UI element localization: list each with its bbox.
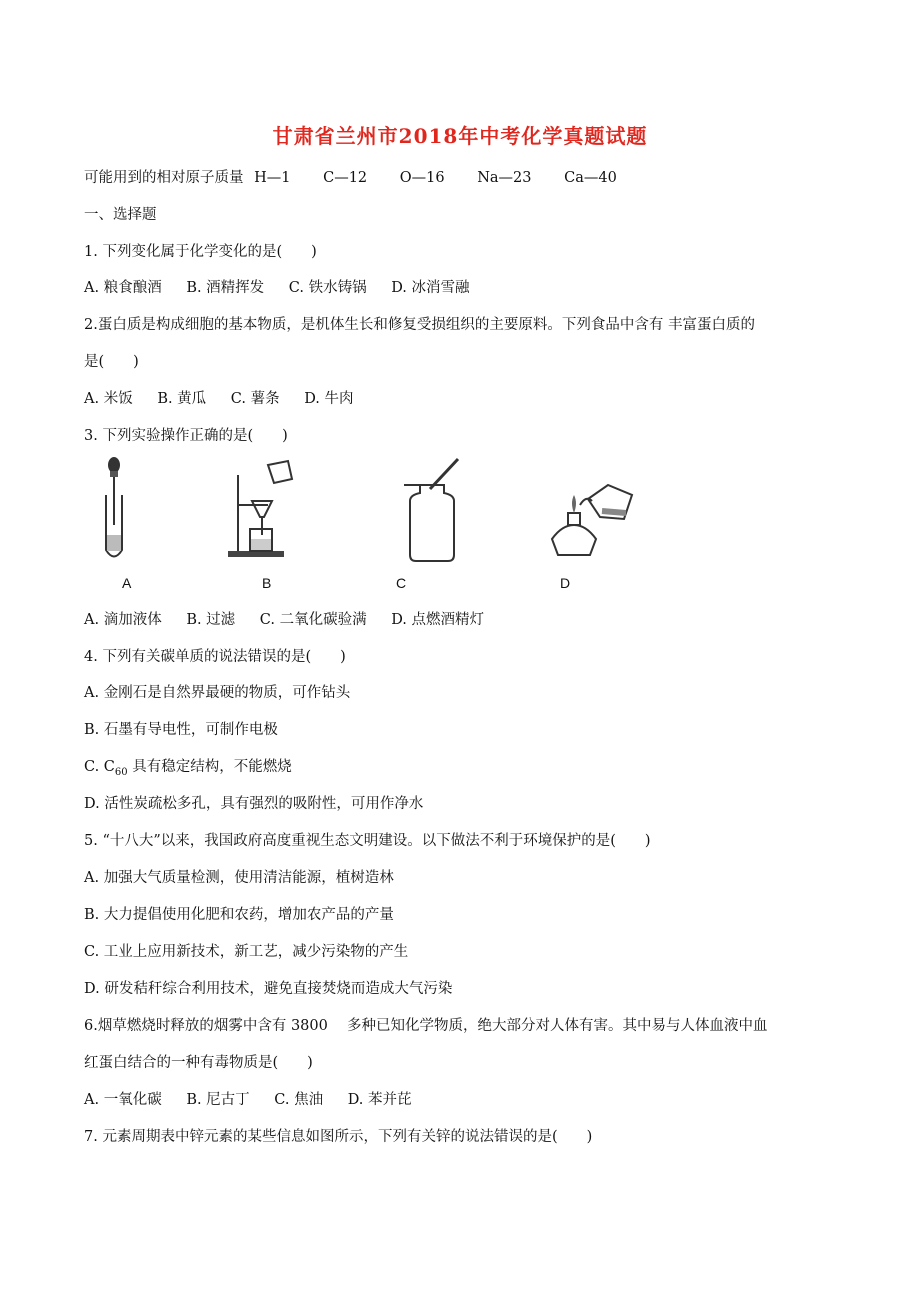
atomic-mass-na: Na—23 bbox=[477, 170, 532, 186]
q6-option-d: D. 苯并芘 bbox=[347, 1092, 412, 1108]
atomic-mass-o: O—16 bbox=[399, 170, 445, 186]
q2-options bbox=[84, 389, 374, 409]
q1-stem: 1. 下列变化属于化学变化的是( ) bbox=[84, 244, 317, 260]
figure-c-gas-bottle bbox=[394, 455, 474, 565]
q1-options bbox=[84, 278, 490, 298]
page-title: 甘肃省兰州市2018年中考化学真题试题 bbox=[272, 124, 648, 148]
atomic-mass-h: H—1 bbox=[254, 170, 291, 186]
figure-label-a: A bbox=[122, 575, 132, 591]
q4-option-a: A. 金刚石是自然界最硬的物质，可作钻头 bbox=[84, 685, 351, 701]
filtration-apparatus-icon bbox=[224, 455, 304, 565]
figure-b-filtration bbox=[224, 455, 304, 565]
q6-stem-line2: 红蛋白结合的一种有毒物质是( ) bbox=[84, 1055, 313, 1071]
q7-stem: 7. 元素周期表中锌元素的某些信息如图所示，下列有关锌的说法错误的是( ) bbox=[84, 1129, 593, 1145]
q2-option-d: D. 牛肉 bbox=[304, 391, 354, 407]
q4-option-c-subscript: 60 bbox=[114, 766, 128, 778]
q4-stem: 4. 下列有关碳单质的说法错误的是( ) bbox=[84, 649, 346, 665]
q2-stem-line2: 是( ) bbox=[84, 354, 139, 370]
figure-label-c: C bbox=[396, 575, 407, 591]
q4-option-c bbox=[84, 757, 292, 783]
q2-stem-line1: 2.蛋白质是构成细胞的基本物质，是机体生长和修复受损组织的主要原料。下列食品中含有 丰富蛋白质的 bbox=[84, 317, 755, 333]
q3-options bbox=[84, 610, 504, 630]
atomic-masses-label: 可能用到的相对原子质量 bbox=[84, 170, 244, 186]
q2-option-a: A. 米饭 bbox=[84, 391, 133, 407]
dropper-testtube-icon bbox=[94, 455, 134, 565]
figure-label-b: B bbox=[262, 575, 272, 591]
q6-option-b: B. 尼古丁 bbox=[186, 1092, 250, 1108]
q3-stem: 3. 下列实验操作正确的是( ) bbox=[84, 428, 288, 444]
q6-option-a: A. 一氧化碳 bbox=[84, 1092, 162, 1108]
q3-option-c: C. 二氧化碳验满 bbox=[259, 612, 367, 628]
q4-option-b: B. 石墨有导电性，可制作电极 bbox=[84, 722, 278, 738]
q1-option-c: C. 铁水铸锅 bbox=[288, 280, 367, 296]
q4-option-c-prefix: C. C bbox=[84, 759, 115, 775]
q3-option-b: B. 过滤 bbox=[186, 612, 236, 628]
q2-option-b: B. 黄瓜 bbox=[157, 391, 207, 407]
atomic-mass-ca: Ca—40 bbox=[564, 170, 617, 186]
q5-option-d: D. 研发秸秆综合利用技术，避免直接焚烧而造成大气污染 bbox=[84, 981, 453, 997]
atomic-mass-c: C—12 bbox=[323, 170, 368, 186]
q2-option-c: C. 薯条 bbox=[230, 391, 280, 407]
atomic-masses bbox=[84, 168, 645, 188]
q4-option-c-suffix: 具有稳定结构，不能燃烧 bbox=[127, 759, 292, 775]
gas-bottle-splint-icon bbox=[394, 455, 474, 565]
q5-option-c: C. 工业上应用新技术，新工艺，减少污染物的产生 bbox=[84, 944, 409, 960]
figure-d-alcohol-lamp bbox=[544, 455, 644, 565]
section-heading: 一、选择题 bbox=[84, 207, 157, 223]
q5-option-b: B. 大力提倡使用化肥和农药，增加农产品的产量 bbox=[84, 907, 394, 923]
q1-option-b: B. 酒精挥发 bbox=[186, 280, 265, 296]
figure-label-d: D bbox=[560, 575, 571, 591]
q3-option-d: D. 点燃酒精灯 bbox=[391, 612, 485, 628]
q1-option-a: A. 粮食酿酒 bbox=[84, 280, 162, 296]
q1-option-d: D. 冰消雪融 bbox=[391, 280, 470, 296]
q6-option-c: C. 焦油 bbox=[274, 1092, 324, 1108]
figure-a-dropper bbox=[94, 455, 134, 565]
q3-option-a: A. 滴加液体 bbox=[84, 612, 162, 628]
q6-stem-line1: 6.烟草燃烧时释放的烟雾中含有 3800 多种已知化学物质，绝大部分对人体有害。其中易与人体血液中血 bbox=[84, 1018, 768, 1034]
q4-option-d: D. 活性炭疏松多孔，具有强烈的吸附性，可用作净水 bbox=[84, 796, 424, 812]
q6-options bbox=[84, 1090, 432, 1110]
q5-stem: 5. “十八大”以来，我国政府高度重视生态文明建设。以下做法不利于环境保护的是( ) bbox=[84, 833, 651, 849]
q3-figures bbox=[84, 455, 684, 595]
alcohol-lamps-icon bbox=[544, 455, 644, 565]
q5-option-a: A. 加强大气质量检测，使用清洁能源，植树造林 bbox=[84, 870, 394, 886]
